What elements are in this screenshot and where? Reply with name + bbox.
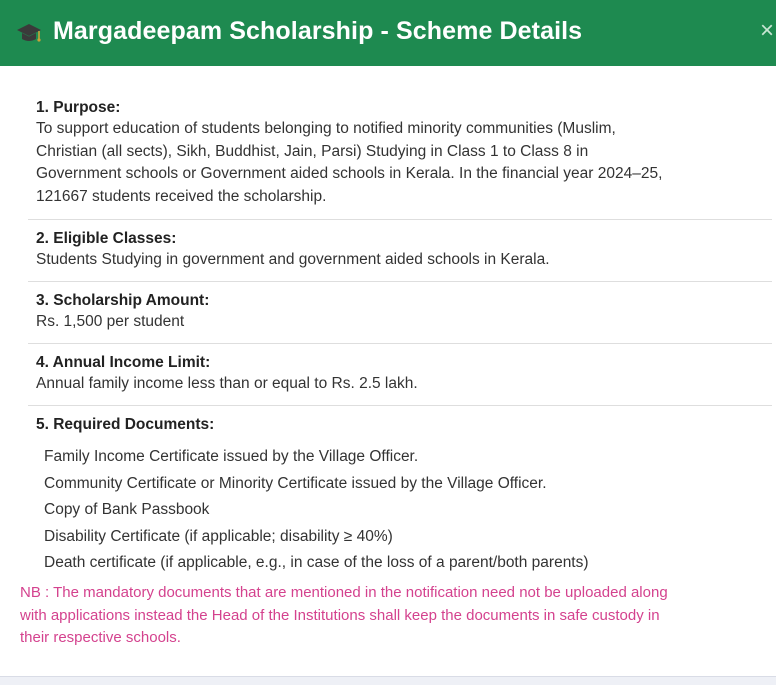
section-text: Annual family income less than or equal to Rs. 2.5 lakh. bbox=[36, 375, 418, 392]
note-line: their respective schools. bbox=[20, 629, 181, 646]
close-icon[interactable]: × bbox=[760, 17, 775, 44]
section-income-limit bbox=[28, 352, 772, 406]
list-item: Community Certificate or Minority Certificate issued by the Village Officer. bbox=[44, 474, 547, 492]
note-line: NB : The mandatory documents that are mentioned in the notification need not be uploaded along bbox=[20, 584, 668, 601]
section-title: 5. Required Documents: bbox=[36, 416, 215, 433]
list-item: Disability Certificate (if applicable; disability ≥ 40%) bbox=[44, 527, 393, 545]
section-text: Rs. 1,500 per student bbox=[36, 313, 185, 330]
section-text: Students Studying in government and government aided schools in Kerala. bbox=[36, 251, 550, 268]
section-scholarship-amount bbox=[28, 290, 772, 344]
section-title: 3. Scholarship Amount: bbox=[36, 292, 210, 309]
section-required-documents bbox=[28, 414, 772, 574]
documents-list bbox=[36, 444, 772, 577]
section-title: 1. Purpose: bbox=[36, 99, 121, 116]
section-text-line: Government schools or Government aided schools in Kerala. In the financial year 2024–25, bbox=[36, 165, 663, 182]
list-item: Family Income Certificate issued by the Village Officer. bbox=[44, 448, 419, 465]
section-title: 4. Annual Income Limit: bbox=[36, 354, 211, 371]
graduation-cap-icon bbox=[16, 22, 42, 46]
section-text-line: 121667 students received the scholarship. bbox=[36, 187, 327, 205]
section-purpose bbox=[28, 97, 772, 220]
note-line: with applications instead the Head of the Institutions shall keep the documents in safe custody in bbox=[20, 606, 660, 624]
section-text-line: Christian (all sects), Sikh, Buddhist, Jain, Parsi) Studying in Class 1 to Class 8 in bbox=[36, 142, 589, 160]
section-eligible-classes bbox=[28, 228, 772, 282]
list-item: Copy of Bank Passbook bbox=[44, 501, 210, 518]
modal-header bbox=[0, 0, 776, 66]
list-item: Death certificate (if applicable, e.g., in case of the loss of a parent/both parents) bbox=[44, 554, 589, 571]
modal-title: Margadeepam Scholarship - Scheme Details bbox=[53, 17, 583, 45]
note-text bbox=[20, 582, 772, 650]
section-text-line: To support education of students belonging to notified minority communities (Muslim, bbox=[36, 120, 616, 137]
section-title: 2. Eligible Classes: bbox=[36, 230, 177, 247]
page-divider bbox=[0, 676, 776, 677]
